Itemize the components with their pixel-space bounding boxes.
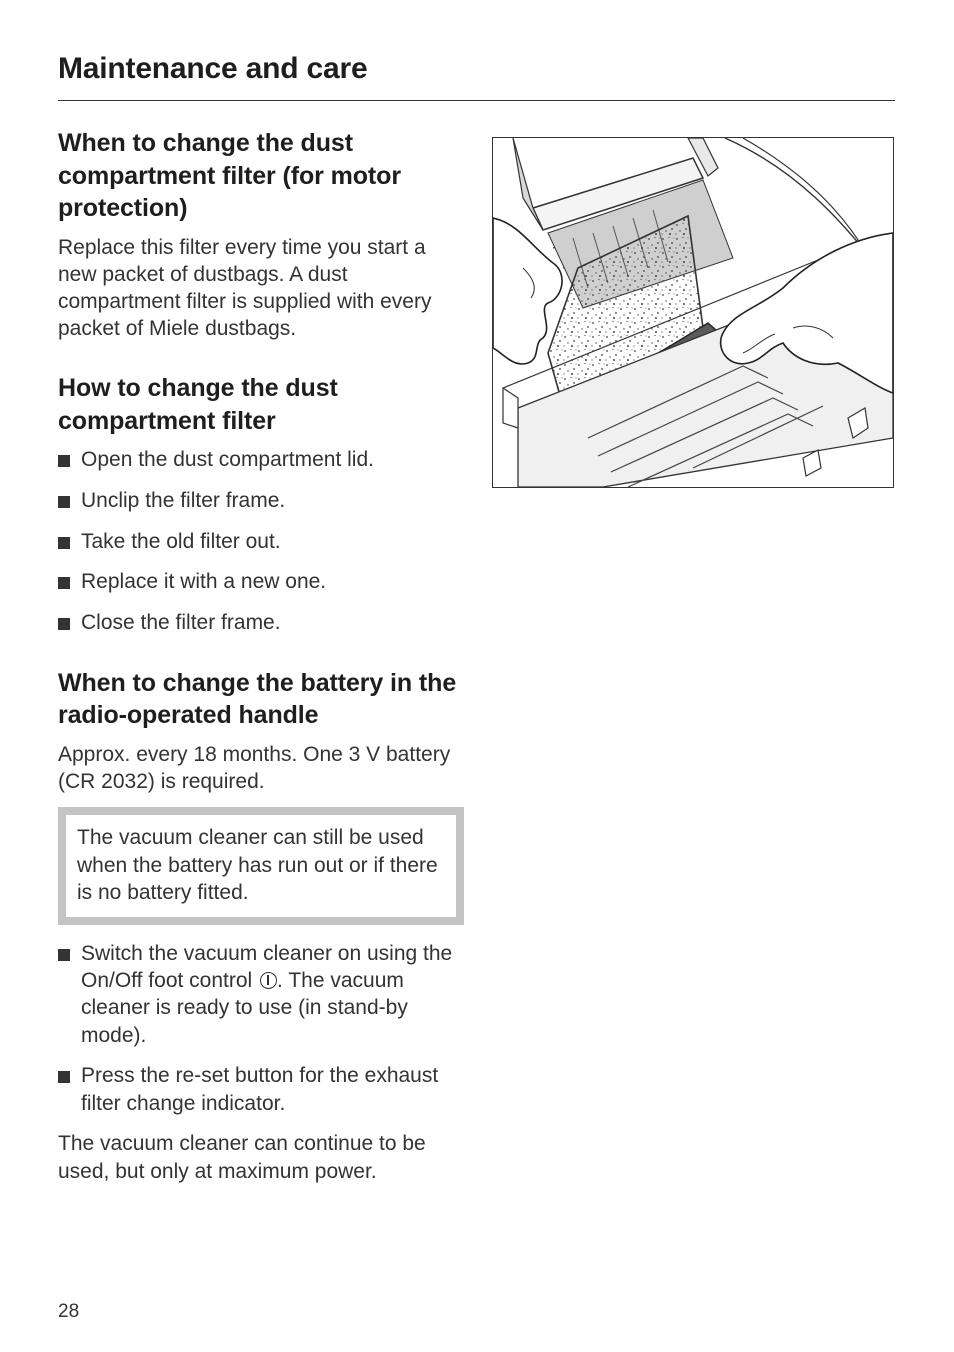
list-item: Replace it with a new one. [58,568,463,595]
section-body: The vacuum cleaner can continue to be used, but only at maximum power. [58,1132,426,1183]
section-filter-how [58,372,463,636]
section-battery [58,667,463,1185]
bullet-square-icon [58,455,70,467]
list-item: Close the filter frame. [58,609,463,636]
list-item: Take the old filter out. [58,528,463,555]
bullet-square-icon [58,496,70,508]
filter-illustration [492,137,894,488]
section-body: Replace this filter every time you start a new packet of dustbags. A dust compartment filter is supplied with every packet of Miele dustbags. [58,235,432,341]
header-divider [58,100,895,101]
on-off-symbol-icon [260,972,277,989]
main-column [58,127,463,1185]
bullet-square-icon [58,1071,70,1083]
bullet-square-icon [58,577,70,589]
list-item: Open the dust compartment lid. [58,446,463,473]
filter-change-drawing [493,138,893,487]
page-number: 28 [58,1301,80,1322]
note-box [58,807,464,925]
list-item: Unclip the filter frame. [58,487,463,514]
bullet-square-icon [58,618,70,630]
list-item: Press the re-set button for the exhaust filter change indicator. [58,1062,463,1116]
bullet-square-icon [58,537,70,549]
section-heading: When to change the battery in the radio-operated handle [58,668,457,730]
instruction-list [58,940,463,1117]
list-item: Switch the vacuum cleaner on using the On/Off foot control . The vacuum cleaner is ready to use (in stand-by mode). [58,940,463,1049]
section-body: Approx. every 18 months. One 3 V battery (CR 2032) is required. [58,742,451,794]
instruction-list [58,446,463,636]
note-text: The vacuum cleaner can still be used when the battery has run out or if there is no battery fitted. [77,826,438,904]
bullet-square-icon [58,949,70,961]
page-title: Maintenance and care [58,52,368,85]
section-heading: How to change the dust compartment filter [58,374,338,435]
section-filter-when [58,127,463,342]
section-heading: When to change the dust compartment filter (for motor protection) [58,129,401,222]
